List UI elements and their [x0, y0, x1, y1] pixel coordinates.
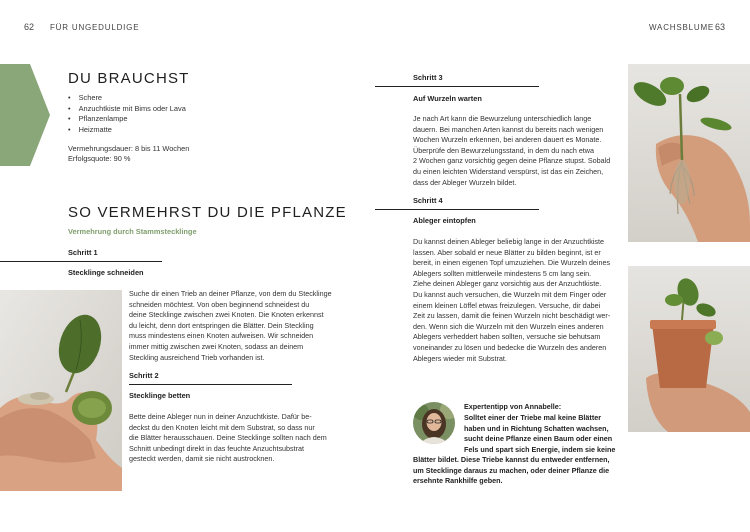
step-2-label: Schritt 2: [129, 371, 159, 380]
step-3-text: Je nach Art kann die Bewurzelung unterschiedlich lange dauern. Bei manchen Arten kannst du bereits nach wenigen Wochen Wurzeln erkennen, bei anderen dauert es Monate. Überprüfe den Bewurzelungsstand, in dem du nach etwa 2 Wochen ganz vorsichtig gegen deine Pflanze stupst. Sobald du einen leichten Widerstand verspürst, ist das ein Zeichen, dass der Ableger Wurzeln bildet.: [413, 114, 611, 187]
step-1-text: Suche dir einen Trieb an deiner Pflanze, von dem du Stecklinge schneiden möchtest. Von oben beginnend schneidest du deine Stecklinge zwischen zwei Knoten. Die Knoten erkennst du leicht, denn dort entspringen die Blätter. Dein Steckling muss mindestens einen Knoten aufweisen. Wir schneiden immer mittig zwischen zwei Knoten, sodass an deinem Steckling ausreichend Trieb vorhanden ist.: [129, 289, 332, 362]
step-1-rule: [0, 261, 162, 262]
needs-item: • Pflanzenlampe: [68, 114, 186, 125]
photo-potted-plant: [628, 266, 750, 432]
avatar: [413, 402, 455, 444]
step-1-title: Stecklinge schneiden: [68, 268, 144, 277]
needs-item: • Anzuchtkiste mit Bims oder Lava: [68, 104, 186, 115]
section-title: SO VERMEHRST DU DIE PFLANZE: [68, 204, 347, 221]
needs-title: DU BRAUCHST: [68, 70, 190, 87]
propagation-duration: Vermehrungsdauer: 8 bis 11 Wochen: [68, 144, 190, 153]
step-3-title: Auf Wurzeln warten: [413, 94, 482, 103]
page-number-left: 62: [24, 22, 35, 32]
step-1-label: Schritt 1: [68, 248, 98, 257]
expert-tip-full: Blätter bildet. Diese Triebe kannst du entweder entfernen, um Stecklinge daraus zu machen, oder deiner Pflanze die ersehnte Rankhilfe geben.: [413, 455, 610, 486]
photo-rooted-cutting: [628, 64, 750, 242]
step-3-label: Schritt 3: [413, 73, 443, 82]
needs-item: • Schere: [68, 93, 186, 104]
running-title-left: FÜR UNGEDULDIGE: [50, 23, 140, 32]
photo-hand-with-cutting: [0, 290, 122, 491]
page-number-right: 63: [715, 22, 726, 32]
hexagon-accent-shape: [0, 64, 50, 166]
expert-tip-indented: Solltet einer der Triebe mal keine Blätter haben und in Richtung Schatten wachsen, sucht deine Pflanze einen Baum oder einen Fels und spart sich Energie, indem sie keine: [464, 413, 616, 454]
needs-list: [68, 93, 186, 135]
step-2-title: Stecklinge betten: [129, 391, 191, 400]
step-4-title: Ableger eintopfen: [413, 216, 476, 225]
running-title-right: WACHSBLUME: [649, 23, 715, 32]
step-4-label: Schritt 4: [413, 196, 443, 205]
step-4-rule: [375, 209, 539, 210]
step-2-rule: [129, 384, 292, 385]
success-rate: Erfolgsquote: 90 %: [68, 154, 131, 163]
expert-tip-title: Expertentipp von Annabelle:: [464, 402, 562, 411]
step-3-rule: [375, 86, 539, 87]
needs-item: • Heizmatte: [68, 125, 186, 136]
step-2-text: Bette deine Ableger nun in deiner Anzuchtkiste. Dafür be- deckst du den Knoten leicht mit dem Substrat, so dass nur die Blätter herausschauen. Deine Stecklinge sollten nach dem Schnitt unbedingt direkt in das feuchte Anzuchtsubstrat gesteckt werden, damit sie nicht austrocknen.: [129, 412, 327, 464]
method-subtitle: Vermehrung durch Stammstecklinge: [68, 227, 197, 236]
step-4-text: Du kannst deinen Ableger beliebig lange in der Anzuchtkiste lassen. Aber sobald er neue Blätter zu bilden beginnt, ist er bereit, in einen eigenen Topf umzuziehen. Die Wurzeln deines Ablegers sollten mittlerweile mindestens 5 cm lang sein. Ziehe deinen Ableger ganz vorsichtig aus der Anzuchtkiste. Du kannst auch versuchen, die Wurzeln mit dem Finger oder einem kleinen Löffel etwas freizulegen. Versuche, dir dabei Zeit zu lassen, damit die feinen Wurzeln nicht beschädigt wer- den. Wenn sich die Wurzeln mit den Wurzeln eines anderen Ablegers verheddert haben sollten, versuche sie behutsam voneinander zu lösen und bedecke die Wurzeln des anderen Ablegers wieder mit Substrat.: [413, 237, 611, 363]
